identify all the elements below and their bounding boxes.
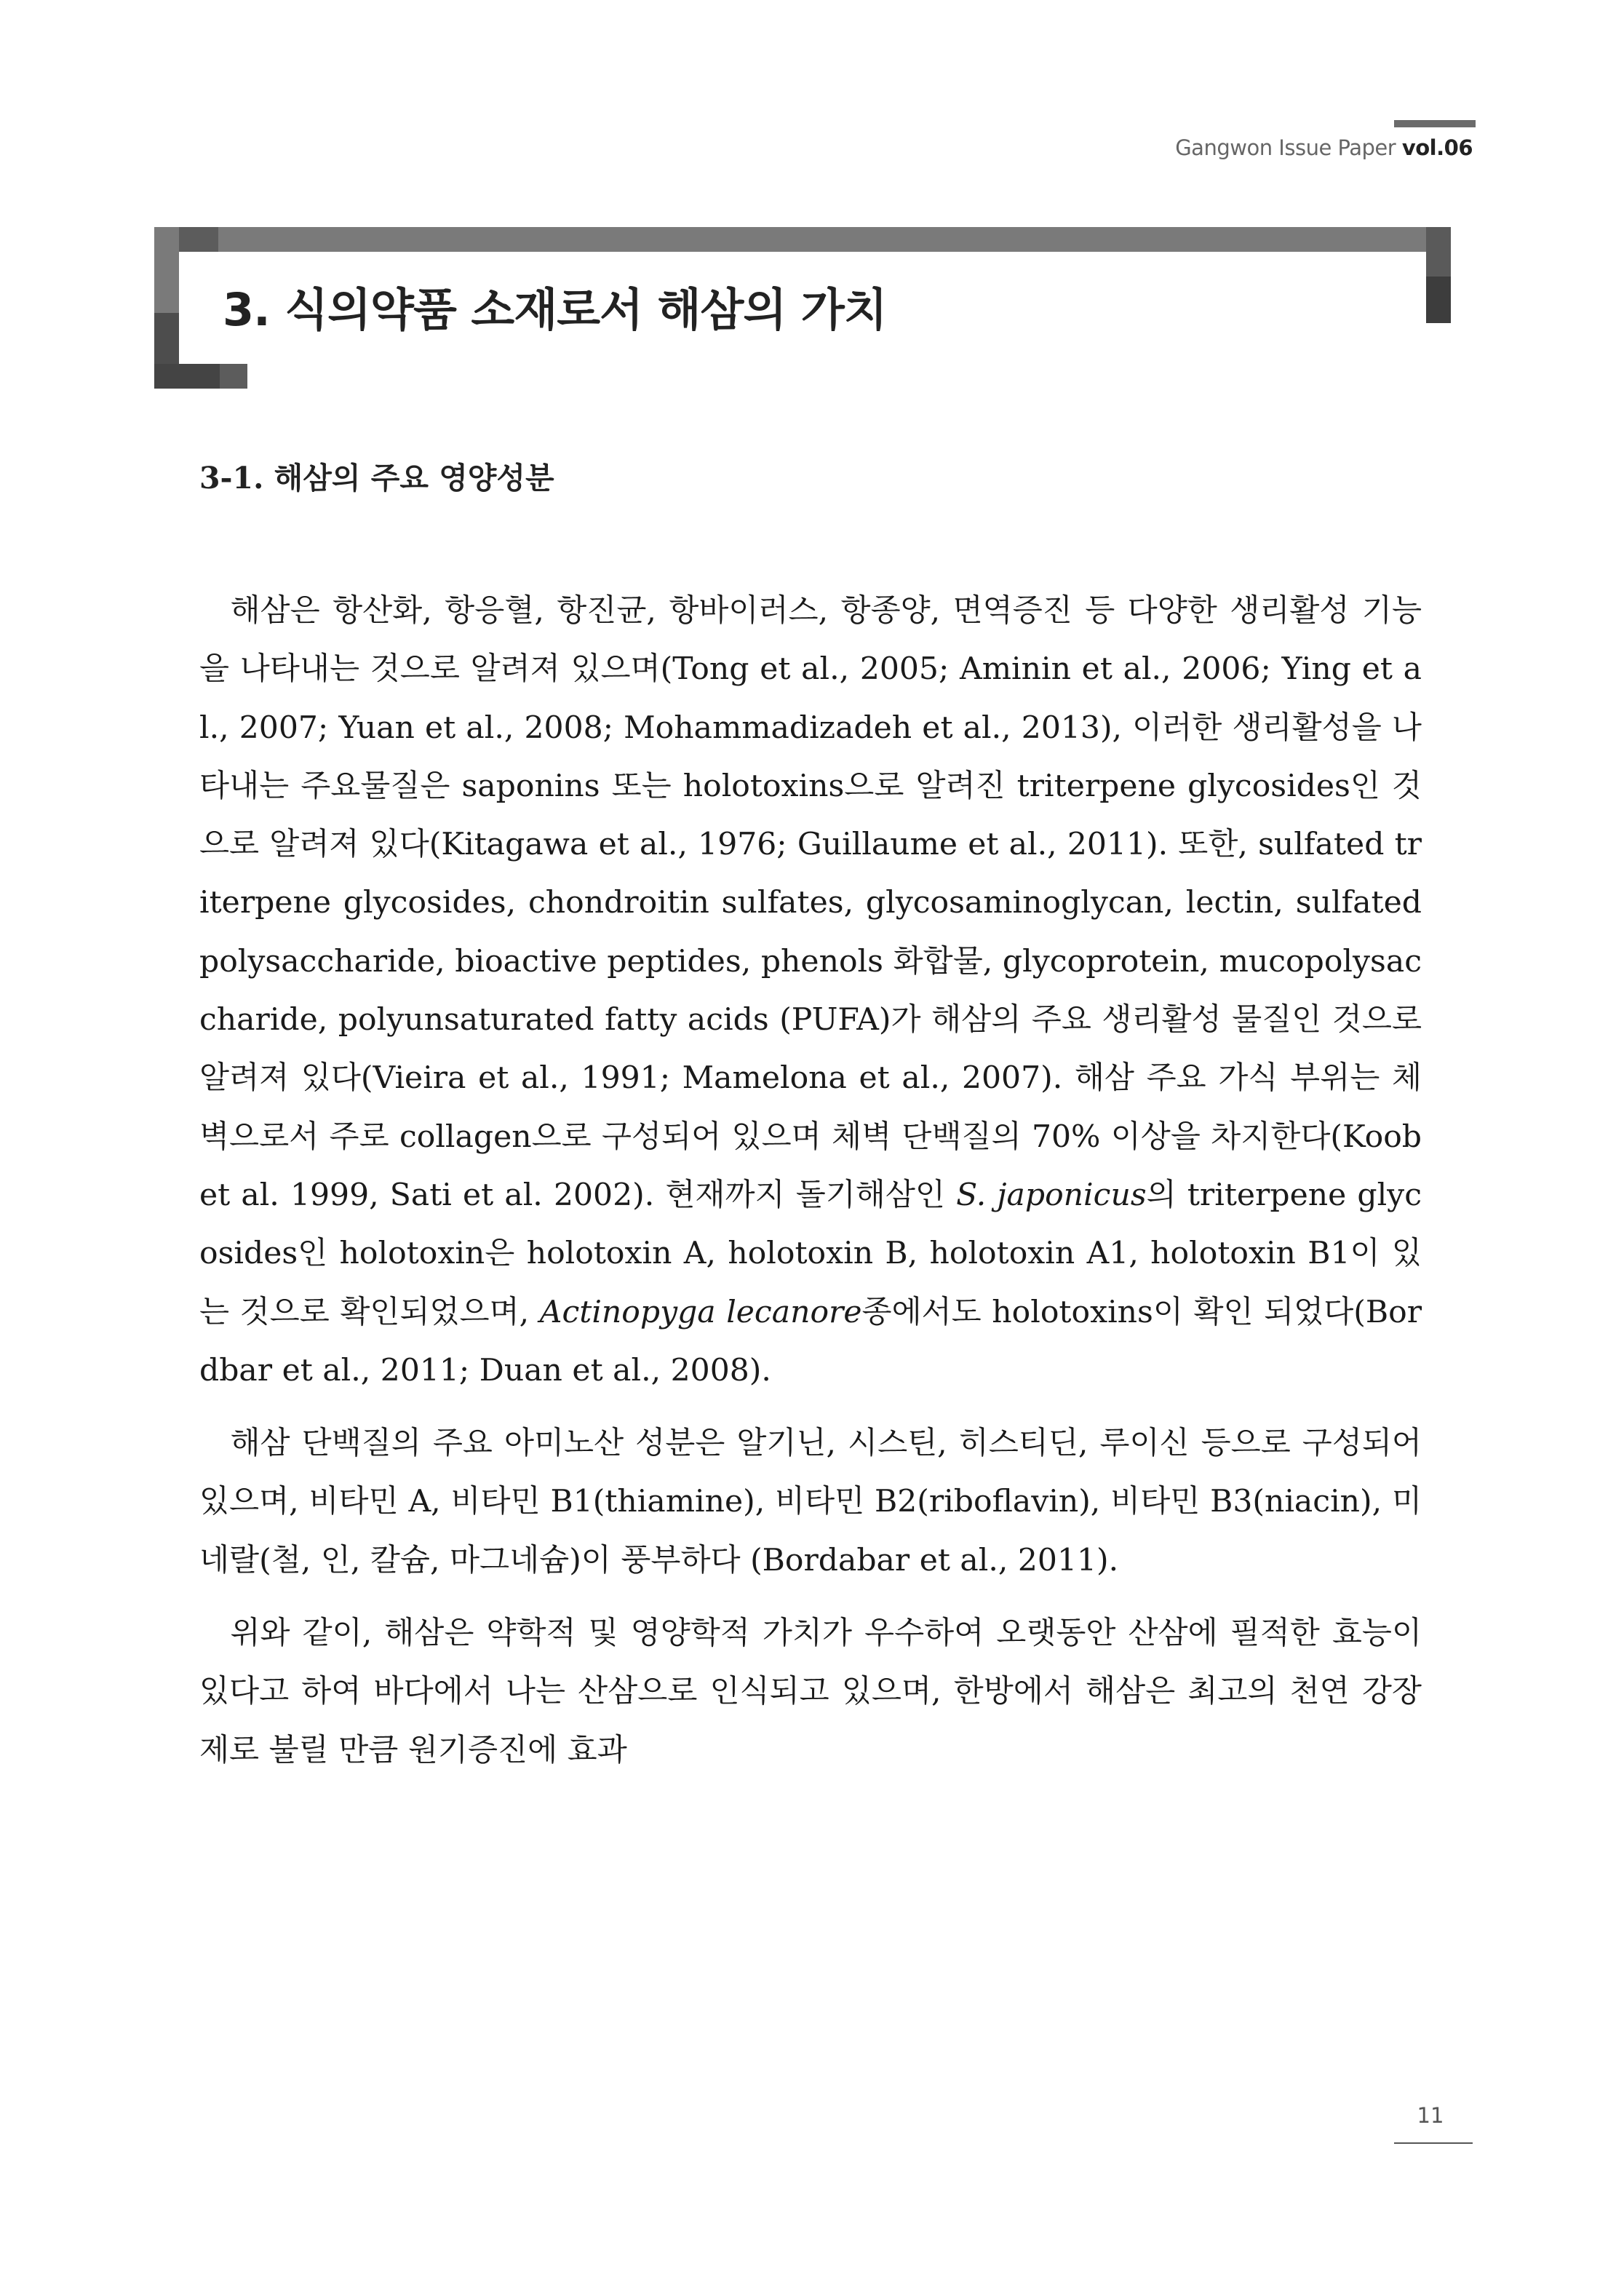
body-text xyxy=(199,582,1422,1795)
title-frame-top xyxy=(154,227,1451,252)
paragraph-1-part-a: 해삼은 항산화, 항응혈, 항진균, 항바이러스, 항종양, 면역증진 등 다양한 생리활성 기능을 나타내는 것으로 알려져 있으며(Tong et al., 2005; Aminin et al., 2006; Ying et al., 2007; Yuan et al., 2008; Mohammadizadeh et al., 2013), 이러한 생리활성을 나타내는 주요물질은 saponins 또는 holotoxins으로 알려진 triterpene glycosides인 것으로 알려져 있다(Kitagawa et al., 1976; Guillaume et al., 2011). 또한, sulfated triterpene glycosides, chondroitin sulfates, glycosaminoglycan, lectin, sulfated polysaccharide, bioactive peptides, phenols 화합물, glycoprotein, mucopolysaccharide, polyunsaturated fatty acids (PUFA)가 해삼의 주요 생리활성 물질인 것으로 알려져 있다(Vieira et al., 1991; Mamelona et al., 2007). 해삼 주요 가식 부위는 체벽으로서 주로 collagen으로 구성되어 있으며 체벽 단백질의 70% 이상을 차지한다(Koob et al. 1999, Sati et al. 2002). 현재까지 돌기해삼인 xyxy=(199,593,1422,1213)
volume-label: vol.06 xyxy=(1401,135,1473,160)
title-frame-bottom-accent xyxy=(154,364,220,389)
paragraph-3: 위와 같이, 해삼은 약학적 및 영양학적 가치가 우수하여 오랫동안 산삼에 필적한 효능이 있다고 하여 바다에서 나는 산삼으로 인식되고 있으며, 한방에서 해삼은 최고의 천연 강장제로 불릴 만큼 원기증진에 효과 xyxy=(199,1616,1422,1768)
paragraph-1-part-c: 종에서도 holotoxins이 확인 되었다(Bordbar et al., 2011; Duan et al., 2008). xyxy=(199,1294,1422,1388)
species-name-japonicus: S. japonicus xyxy=(956,1177,1147,1213)
paragraph-1-part-b: 의 triterpene glycosides인 holotoxin은 holotoxin A, holotoxin B, holotoxin A1, holotoxin B1이 있는 것으로 확인되었으며, xyxy=(199,1177,1422,1330)
section-title: 3. 식의약품 소재로서 해삼의 가치 xyxy=(223,283,887,336)
paragraph-1 xyxy=(199,582,1422,1400)
publication-name: Gangwon Issue Paper xyxy=(1175,135,1396,160)
paragraph-2: 해삼 단백질의 주요 아미노산 성분은 알기닌, 시스틴, 히스티딘, 루이신 등으로 구성되어 있으며, 비타민 A, 비타민 B1(thiamine), 비타민 B2(riboflavin), 비타민 B3(niacin), 미네랄(철, 인, 칼슘, 마그네슘)이 풍부하다 (Bordabar et al., 2011). xyxy=(199,1426,1422,1578)
species-name-actinopyga: Actinopyga lecanore xyxy=(539,1294,862,1330)
page-number-rule xyxy=(1394,2142,1473,2144)
page-number: 11 xyxy=(1417,2103,1444,2128)
running-header xyxy=(1175,135,1473,160)
title-frame-right-accent xyxy=(1426,277,1451,323)
header-rule xyxy=(1394,120,1476,127)
subsection-title: 3-1. 해삼의 주요 영양성분 xyxy=(199,461,554,496)
